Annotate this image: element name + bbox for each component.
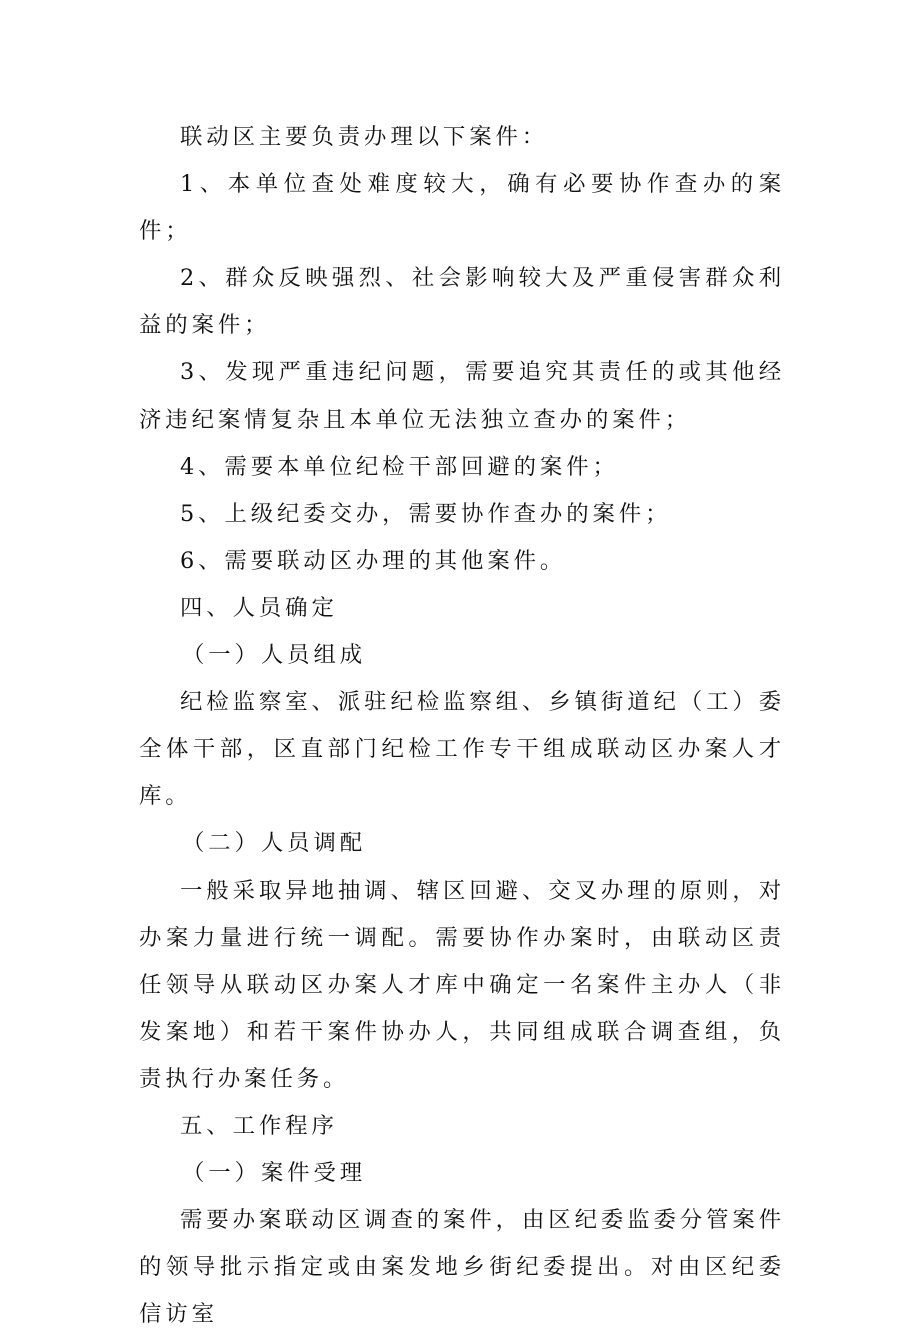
paragraph-allocation: 一般采取异地抽调、辖区回避、交叉办理的原则，对办案力量进行统一调配。需要协作办案时，由联动区责任领导从联动区办案人才库中确定一名案件主办人（非发案地）和若干案件协办人，共同组成联合调查组，负责执行办案任务。 <box>139 877 785 1092</box>
section-heading-4: 四、人员确定 <box>180 594 338 621</box>
list-item-2: 2、群众反映强烈、社会影响较大及严重侵害群众利益的案件； <box>139 265 785 339</box>
list-item-4: 4、需要本单位纪检干部回避的案件； <box>180 453 619 480</box>
subsection-heading-allocation: （二）人员调配 <box>182 830 367 857</box>
document-body <box>139 114 785 1338</box>
paragraph-composition: 纪检监察室、派驻纪检监察组、乡镇街道纪（工）委全体干部，区直部门纪检工作专干组成联动区办案人才库。 <box>139 689 785 810</box>
list-item-1: 1、本单位查处难度较大，确有必要协作查办的案件； <box>139 171 785 245</box>
paragraph-acceptance: 需要办案联动区调查的案件，由区纪委监委分管案件的领导批示指定或由案发地乡街纪委提出。对由区纪委信访室 <box>139 1207 785 1328</box>
list-item-6: 6、需要联动区办理的其他案件。 <box>180 547 567 574</box>
paragraph-intro: 联动区主要负责办理以下案件： <box>180 124 549 150</box>
list-item-3: 3、发现严重违纪问题，需要追究其责任的或其他经济违纪案情复杂且本单位无法独立查办的案件； <box>139 359 785 433</box>
subsection-heading-composition: （一）人员组成 <box>182 642 367 669</box>
section-heading-5: 五、工作程序 <box>180 1112 338 1139</box>
list-item-5: 5、上级纪委交办，需要协作查办的案件； <box>180 500 672 527</box>
subsection-heading-acceptance: （一）案件受理 <box>182 1160 367 1187</box>
